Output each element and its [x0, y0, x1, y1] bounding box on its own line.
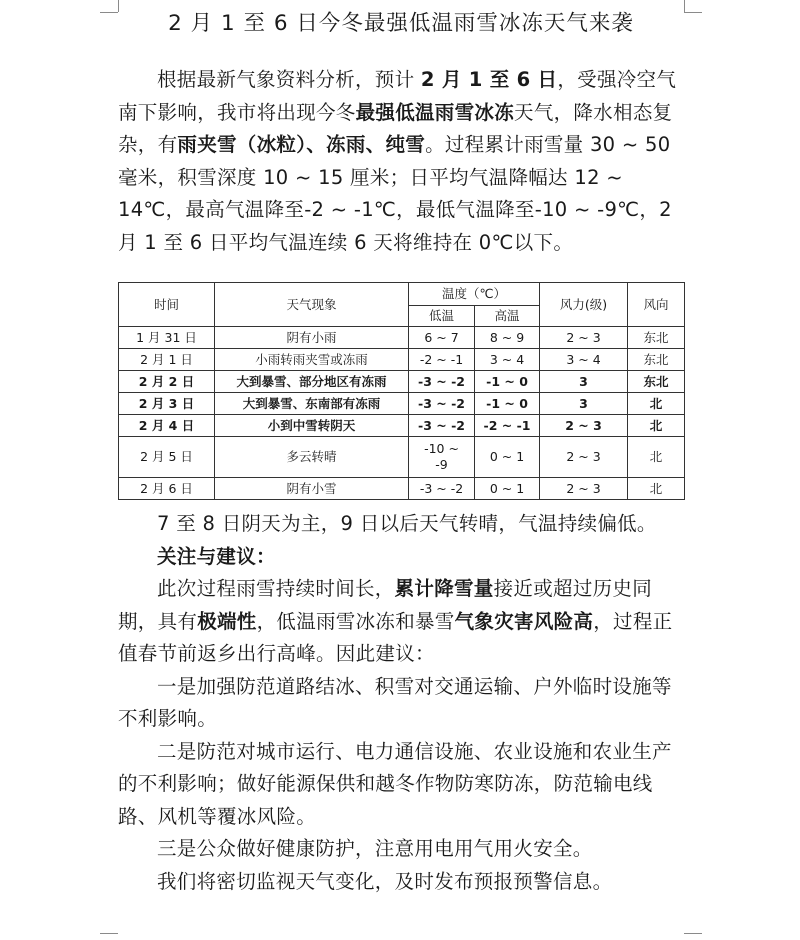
- cell-direction: 东北: [628, 371, 685, 393]
- outlook-paragraph: [118, 508, 684, 541]
- cell-weather: 小到中雪转阴天: [215, 415, 409, 437]
- cell-high: 3 ~ 4: [475, 349, 540, 371]
- crop-mark-bottom-right: [684, 933, 702, 934]
- header-high-temp: 高温: [475, 306, 540, 327]
- body-text: 我们将密切监视天气变化，及时发布预报预警信息。: [157, 869, 613, 893]
- header-temperature: 温度（℃）: [409, 283, 540, 306]
- intro-section: [118, 64, 684, 259]
- cell-weather: 阴有小雪: [215, 478, 409, 500]
- body-text: 二是防范对城市运行、电力通信设施、农业设施和农业生产的不利影响；做好能源保供和越冬作物防寒防冻，防范输电线路、风机等覆冰风险。: [118, 739, 672, 828]
- body-text: 一是加强防范道路结冰、积雪对交通运输、户外临时设施等不利影响。: [118, 674, 672, 730]
- table-row: [119, 437, 685, 478]
- header-low-temp: 低温: [409, 306, 475, 327]
- body-text: ，低温雨雪冰冻和暴雪: [256, 609, 455, 633]
- cell-weather: 阴有小雨: [215, 327, 409, 349]
- cell-weather: 小雨转雨夹雪或冻雨: [215, 349, 409, 371]
- crop-mark-top-right-h: [684, 12, 702, 13]
- advice-summary-paragraph: [118, 573, 684, 671]
- advice-item-2: [118, 736, 684, 834]
- cell-wind: 2 ~ 3: [540, 415, 628, 437]
- cell-direction: 北: [628, 393, 685, 415]
- cell-low: -3 ~ -2: [409, 393, 475, 415]
- cell-direction: 北: [628, 415, 685, 437]
- cell-low: -3 ~ -2: [409, 415, 475, 437]
- advice-item-3: [118, 833, 684, 866]
- cell-wind: 2 ~ 3: [540, 327, 628, 349]
- cell-time: 2 月 5 日: [119, 437, 215, 478]
- table-row: [119, 371, 685, 393]
- emphasis-text: 关注与建议：: [157, 544, 276, 568]
- cell-weather: 多云转晴: [215, 437, 409, 478]
- cell-direction: 东北: [628, 349, 685, 371]
- crop-mark-bottom-left: [100, 933, 118, 934]
- cell-time: 1 月 31 日: [119, 327, 215, 349]
- table-row: [119, 478, 685, 500]
- header-wind-direction: 风向: [628, 283, 685, 327]
- table-row: [119, 415, 685, 437]
- body-text: 根据最新气象资料分析，预计: [157, 68, 421, 91]
- cell-low: -3 ~ -2: [409, 478, 475, 500]
- emphasis-text: 雨夹雪（冰粒）、冻雨、纯雪: [177, 133, 426, 156]
- cell-weather: 大到暴雪、东南部有冻雨: [215, 393, 409, 415]
- emphasis-text: 累计降雪量: [394, 577, 494, 600]
- cell-wind: 3 ~ 4: [540, 349, 628, 371]
- cell-wind: 2 ~ 3: [540, 478, 628, 500]
- crop-mark-top-left-h: [100, 12, 118, 13]
- forecast-table: [118, 282, 685, 500]
- cell-wind: 3: [540, 371, 628, 393]
- cell-high: 0 ~ 1: [475, 437, 540, 478]
- cell-time: 2 月 1 日: [119, 349, 215, 371]
- intro-paragraph: [118, 64, 684, 259]
- table-row: [119, 349, 685, 371]
- cell-time: 2 月 3 日: [119, 393, 215, 415]
- emphasis-text: 极端性: [197, 609, 257, 633]
- body-text: 。过程累计雨雪量 30 ~ 50 毫米，积雪深度 10 ~ 15 厘米；日平均气温降幅达 12 ~ 14℃，最高气温降至-2 ~ -1℃，最低气温降至-10 ~ -9℃，2 月 1 至 6 日平均气温连续 6 天将维持在 0℃以下。: [118, 133, 672, 254]
- cell-direction: 北: [628, 478, 685, 500]
- cell-low: -3 ~ -2: [409, 371, 475, 393]
- header-weather: 天气现象: [215, 283, 409, 327]
- cell-high: -2 ~ -1: [475, 415, 540, 437]
- cell-high: 8 ~ 9: [475, 327, 540, 349]
- cell-low: -10 ~ -9: [409, 437, 475, 478]
- cell-time: 2 月 6 日: [119, 478, 215, 500]
- cell-wind: 3: [540, 393, 628, 415]
- crop-mark-top-right-v: [684, 0, 685, 12]
- cell-high: -1 ~ 0: [475, 393, 540, 415]
- body-text: 三是公众做好健康防护，注意用电用气用火安全。: [157, 837, 593, 860]
- document-title: 2 月 1 至 6 日今冬最强低温雨雪冰冻天气来袭: [168, 11, 634, 36]
- table-row: [119, 327, 685, 349]
- cell-time: 2 月 2 日: [119, 371, 215, 393]
- cell-low: -2 ~ -1: [409, 349, 475, 371]
- cell-direction: 北: [628, 437, 685, 478]
- cell-time: 2 月 4 日: [119, 415, 215, 437]
- cell-weather: 大到暴雪、部分地区有冻雨: [215, 371, 409, 393]
- body-text: ，受强冷空气南下影响，我市将出现今冬: [118, 68, 677, 124]
- cell-direction: 东北: [628, 327, 685, 349]
- body-text: 7 至 8 日阴天为主，9 日以后天气转晴，气温持续偏低。: [157, 512, 657, 535]
- advice-section: [118, 508, 684, 898]
- body-text: 接近或超过历史同期，具有: [118, 577, 653, 633]
- body-text: ，过程正值春节前返乡出行高峰。因此建议：: [118, 609, 673, 665]
- advice-heading: [118, 541, 684, 574]
- closing-paragraph: [118, 866, 684, 899]
- advice-item-1: [118, 671, 684, 736]
- cell-low: 6 ~ 7: [409, 327, 475, 349]
- cell-wind: 2 ~ 3: [540, 437, 628, 478]
- emphasis-text: 2 月 1 至 6 日: [420, 68, 558, 91]
- table-row: [119, 393, 685, 415]
- body-text: 天气，降水相态复杂，有: [118, 100, 673, 156]
- header-time: 时间: [119, 283, 215, 327]
- emphasis-text: 最强低温雨雪冰冻: [355, 100, 515, 124]
- cell-high: 0 ~ 1: [475, 478, 540, 500]
- emphasis-text: 气象灾害风险高: [454, 609, 594, 633]
- body-text: 此次过程雨雪持续时间长，: [157, 577, 395, 600]
- cell-high: -1 ~ 0: [475, 371, 540, 393]
- header-wind-force: 风力(级): [540, 283, 628, 327]
